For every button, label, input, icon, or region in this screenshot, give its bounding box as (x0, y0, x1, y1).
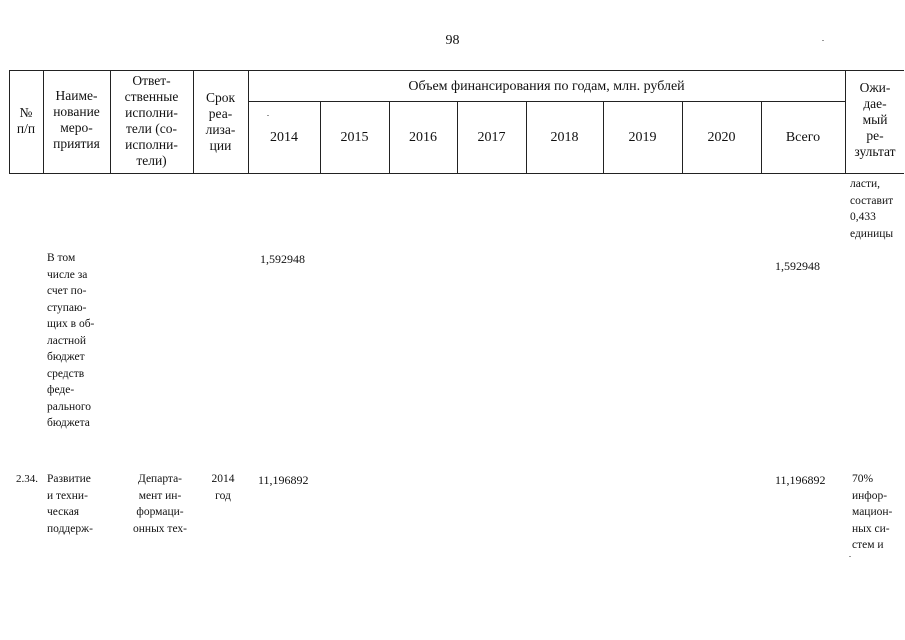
header-year-2019: 2019 (628, 130, 657, 145)
header-term: Срок реа- лиза- ции (205, 90, 236, 153)
header-total: Всего (785, 130, 821, 145)
scan-speck (267, 115, 269, 116)
federal-funds-total-value: 1,592948 (775, 259, 820, 273)
continuation-result-text: ласти, составит 0,433 единицы (850, 178, 894, 240)
header-year-2017: 2017 (477, 130, 506, 145)
item-2014-value: 11,196892 (258, 473, 309, 487)
header-year-2016: 2016 (409, 130, 437, 145)
item-number: 2.34. (16, 473, 38, 485)
header-year-2014: 2014 (270, 130, 298, 145)
federal-funds-2014-value: 1,592948 (260, 252, 305, 266)
header-funding-group: Объем финансирования по годам, млн. рублей (408, 79, 685, 94)
item-measure-name: Развитие и техни- ческая поддерж- (47, 473, 93, 535)
header-responsible: Ответ- ственные исполни- тели (со- исполни- тели) (124, 73, 179, 168)
item-expected-result: 70% инфор- мацион- ных си- стем и (852, 473, 893, 551)
header-year-2020: 2020 (707, 130, 736, 145)
federal-funds-name: В том числе за счет по- ступаю- щих в об- ластной бюджет средств феде- рального бюджета (47, 252, 95, 429)
scan-speck (822, 40, 824, 41)
header-year-2015: 2015 (340, 130, 369, 145)
header-expected-result: Ожи- дае- мый ре- зультат (854, 80, 896, 159)
scan-speck (849, 556, 851, 557)
header-number: № п/п (16, 105, 36, 136)
item-responsible: Департа- мент ин- формаци- онных тех- (133, 473, 187, 535)
page-number: 98 (445, 33, 460, 48)
header-year-2018: 2018 (550, 130, 579, 145)
item-total-value: 11,196892 (775, 473, 826, 487)
header-measure-name: Наиме- нование меро- приятия (53, 88, 100, 151)
item-term: 2014 год (211, 473, 235, 502)
